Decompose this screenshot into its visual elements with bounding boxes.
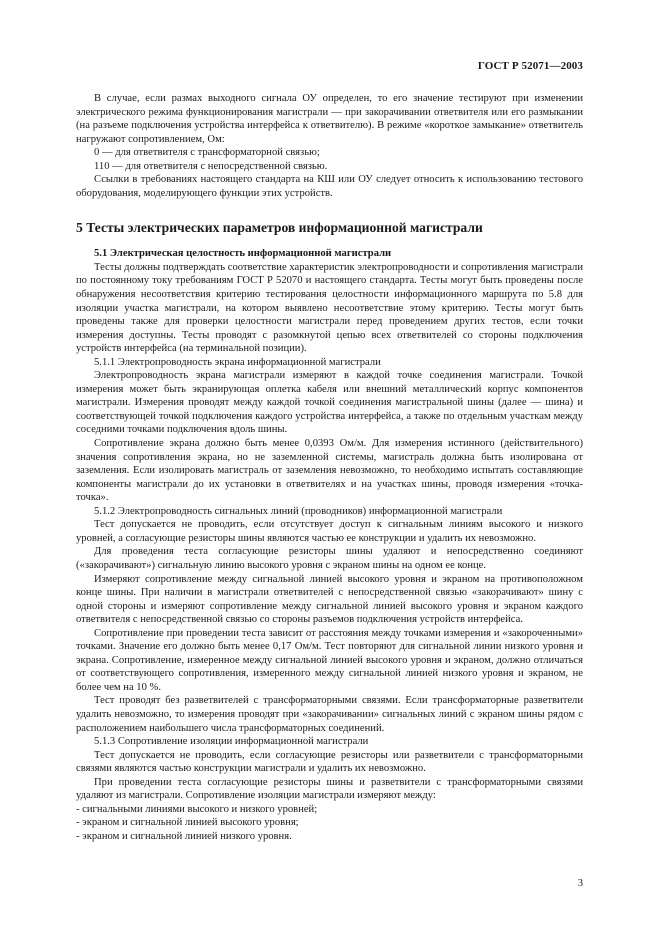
page-number: 3 bbox=[577, 878, 583, 889]
clause-heading: 5.1.3 Сопротивление изоляции информационной магистрали bbox=[94, 736, 369, 748]
clause-heading: 5.1.2 Электропроводность сигнальных линий (проводников) информационной магистрали bbox=[94, 505, 503, 517]
body-paragraph: Тест допускается не проводить, если согласующие резисторы или разветвители с трансформаторными связями являются частью конструкции магистрали и удалить их невозможно. bbox=[76, 749, 583, 775]
intro-paragraph: В случае, если размах выходного сигнала ОУ определен, то его значение тестируют при изменении электрического режима функционирования магистрали — при закорачивании ответвителя или его размыкании (на разъеме подключения устройства интерфейса к ответвителю). В режиме «короткое замыкание» ответвитель нагружают сопротивлением, Ом: bbox=[76, 93, 583, 145]
body-paragraph: Сопротивление при проведении теста зависит от расстояния между точками измерения и «закороченными» точками. Значение его должно быть менее 0,17 Ом/м. Тест повторяют для сигнальной линии низкого уровня и экрана. Сопротивление, измеренное между сигнальной линией высокого уровня и экраном, должно отличаться от соответствующего сопротивления, измеренного между сигнальной линией низкого уровня и экраном, не более чем на 10 %. bbox=[76, 627, 583, 693]
subsection-title: 5.1 Электрическая целостность информационной магистрали bbox=[94, 248, 392, 260]
document-code-header: ГОСТ Р 52071—2003 bbox=[477, 60, 583, 72]
list-item: - экраном и сигнальной линией низкого уровня. bbox=[76, 830, 292, 842]
body-paragraph: Тест проводят без разветвителей с трансформаторными связями. Если трансформаторные разветвители удалить невозможно, то измерения проводят при «закорачивании» сигнальных линий с экраном шины рядом с расположением наибольшего числа трансформаторных соединений. bbox=[76, 695, 583, 734]
body-paragraph: Электропроводность экрана магистрали измеряют в каждой точке соединения магистрали. Точкой измерения может быть экранирующая оплетка кабеля или внешний металлический корпус компонентов магистрали. Измерения проводят между каждой точкой соединения магистральной шины (далее — шина) и соответствующей точкой подключения каждого устройства интерфейса, а также по отдельным участкам между соседними точками подключения вдоль шины. bbox=[76, 370, 583, 436]
list-item: - экраном и сигнальной линией высокого уровня; bbox=[76, 817, 299, 829]
list-item: - сигнальными линиями высокого и низкого уровней; bbox=[76, 803, 318, 815]
body-paragraph: При проведении теста согласующие резисторы шины и разветвители с трансформаторными связями удаляют из магистрали. Сопротивление изоляции магистрали измеряют между: bbox=[76, 776, 583, 802]
section-title: 5 Тесты электрических параметров информационной магистрали bbox=[76, 220, 483, 236]
intro-paragraph: 0 — для ответвителя с трансформаторной связью; bbox=[94, 147, 320, 159]
intro-paragraph: Ссылки в требованиях настоящего стандарта на КШ или ОУ следует относить к использованию тестового оборудования, моделирующего функции этих устройств. bbox=[76, 174, 583, 199]
intro-paragraph: 110 — для ответвителя с непосредственной связью. bbox=[94, 160, 328, 172]
body-paragraph: Тест допускается не проводить, если отсутствует доступ к сигнальным линиям высокого и низкого уровней, а согласующие резисторы шины являются частью ее конструкции и удалить их невозможно. bbox=[76, 519, 583, 544]
body-paragraph: Тесты должны подтверждать соответствие характеристик электропроводности и сопротивления магистрали по постоянному току требованиям ГОСТ Р 52070 и настоящего стандарта. Тесты могут быть проведены после обнаружения несоответствия критерию тестирования целостности информационного маршрута по 5.8 для изоляции участка магистрали, на котором выявлено несоответствие этому критерию. Тесты могут быть проведены также для проверки целостности магистрали перед проведением других тестов, если точки измерения доступны. Тесты проводят с разомкнутой цепью всех ответвителей со стороны подключения устройств интерфейса (на терминальной позиции). bbox=[76, 261, 583, 355]
body-paragraph: Измеряют сопротивление между сигнальной линией высокого уровня и экраном на противоположном конце шины. При наличии в магистрали ответвителей с непосредственной связью «закорачивают» шину с одной стороны и измеряют сопротивление между сигнальной линией высокого уровня и экраном каждого ответвителя с непосредственной связью со стороны разъемов подключения устройств интерфейса. bbox=[76, 573, 583, 626]
body-paragraph: Для проведения теста согласующие резисторы шины удаляют и непосредственно соединяют («закорачивают») сигнальную линию высокого уровня с экраном шины на одном ее конце. bbox=[76, 546, 583, 571]
body-paragraph: Сопротивление экрана должно быть менее 0,0393 Ом/м. Для измерения истинного (действительного) значения сопротивления экрана, но не заземленной системы, магистраль должна быть изолирована от заземления. Если изолировать магистраль от заземления невозможно, то необходимо испытать составляющие компоненты магистрали до их установки в ответвителях и на участках шины, проводя измерения «точка-точка». bbox=[76, 438, 583, 504]
clause-heading: 5.1.1 Электропроводность экрана информационной магистрали bbox=[94, 356, 381, 368]
page-content bbox=[76, 92, 583, 843]
